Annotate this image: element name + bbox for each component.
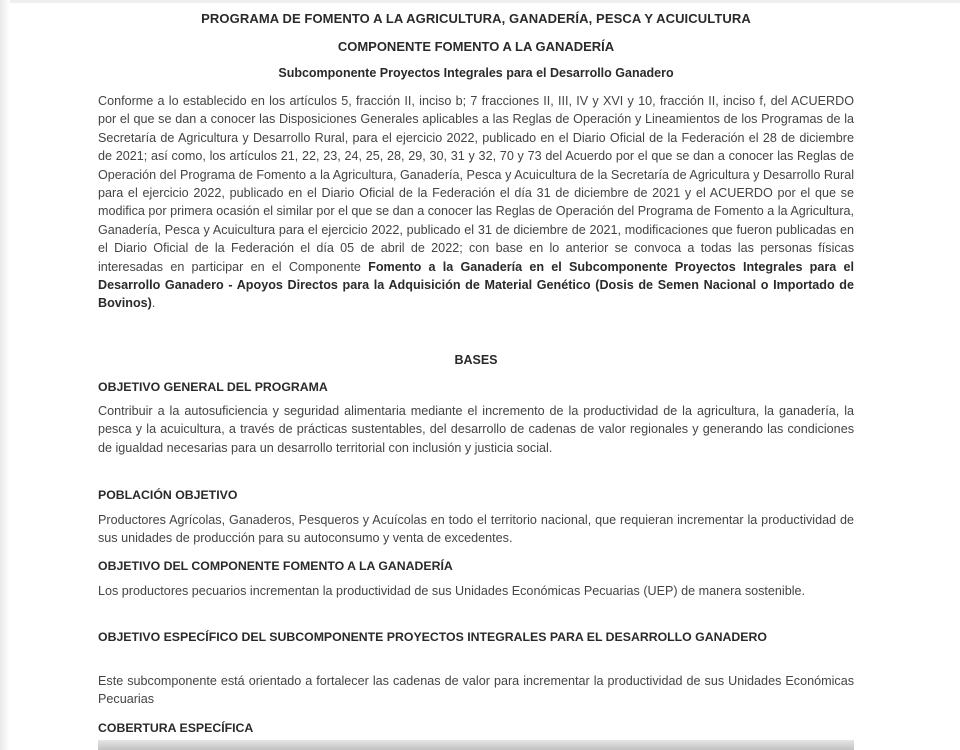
program-title: PROGRAMA DE FOMENTO A LA AGRICULTURA, GANADERÍA, PESCA Y ACUICULTURA [201,11,751,26]
intro-bold-text: Fomento a la Ganadería en el Subcomponente Proyectos Integrales para el Desarrollo Ganadero - Apoyos Directos para la Adquisición de Material Genético (Dosis de Semen Nacional o Importado de Bovinos) [98,259,854,311]
section-heading: POBLACIÓN OBJETIVO [98,488,238,502]
section-heading: OBJETIVO GENERAL DEL PROGRAMA [98,380,328,394]
section-heading: COBERTURA ESPECÍFICA [98,721,254,735]
section-heading: OBJETIVO DEL COMPONENTE FOMENTO A LA GANADERÍA [98,559,453,573]
section-heading: OBJETIVO ESPECÍFICO DEL SUBCOMPONENTE PROYECTOS INTEGRALES PARA EL DESARROLLO GANADERO [98,630,767,644]
component-title: COMPONENTE FOMENTO A LA GANADERÍA [337,39,615,54]
intro-paragraph [98,92,854,313]
subcomponent-title: Subcomponente Proyectos Integrales para el Desarrollo Ganadero [278,66,674,80]
bases-title: BASES [454,353,498,367]
section-body: Los productores pecuarios incrementan la productividad de sus Unidades Económicas Pecuarias (UEP) de manera sostenible. [98,584,806,598]
section-body: Contribuir a la autosuficiencia y seguridad alimentaria mediante el incremento de la productividad de la agricultura, la ganadería, la pesca y la acuicultura, a través de prácticas sustentables, del desarrollo de cadenas de valor regionales y generando las condiciones de igualdad necesarias para un desarrollo territorial con inclusión y justicia social. [98,404,854,455]
section-body: Este subcomponente está orientado a fortalecer las cadenas de valor para incrementar la productividad de sus Unidades Económicas Pecuarias [98,674,854,707]
scan-edge-left [0,0,10,750]
scan-edge-top [0,0,960,3]
cut-off-text-line [98,740,854,750]
intro-text: Conforme a lo establecido en los artículos 5, fracción II, inciso b; 7 fracciones II, III, IV y XVI y 10, fracción II, inciso f, del ACUERDO por el que se dan a conocer las Disposiciones Generales aplicables a las Reglas de Operación y Lineamientos de los Programas de la Secretaría de Agricultura y Desarrollo Rural, para el ejercicio 2022, publicado en el Diario Oficial de la Federación el 28 de diciembre de 2021; así como, los artículos 21, 22, 23, 24, 25, 28, 29, 30, 31 y 32, 70 y 73 del Acuerdo por el que se dan a conocer las Reglas de Operación del Programa de Fomento a la Agricultura, Ganadería, Pesca y Acuicultura de la Secretaría de Agricultura y Desarrollo Rural para el ejercicio 2022, publicado en el Diario Oficial de la Federación el día 31 de diciembre de 2021 y el ACUERDO por el que se modifica por primera ocasión el similar por el que se dan a conocer las Reglas de Operación del Programa de Fomento a la Agricultura, Ganadería, Pesca y Acuicultura para el ejercicio 2022, publicado el 31 de diciembre de 2021, modificaciones que fueron publicadas en el Diario Oficial de la Federación el día 05 de abril de 2022; con base en lo anterior se convoca a todas las personas físicas interesadas en participar en el Componente [98,94,855,274]
section-body: Productores Agrícolas, Ganaderos, Pesqueros y Acuícolas en todo el territorio nacional, que requieran incrementar la productividad de sus unidades de producción para su autoconsumo y venta de excedentes. [98,513,854,546]
intro-end: . [151,296,156,311]
